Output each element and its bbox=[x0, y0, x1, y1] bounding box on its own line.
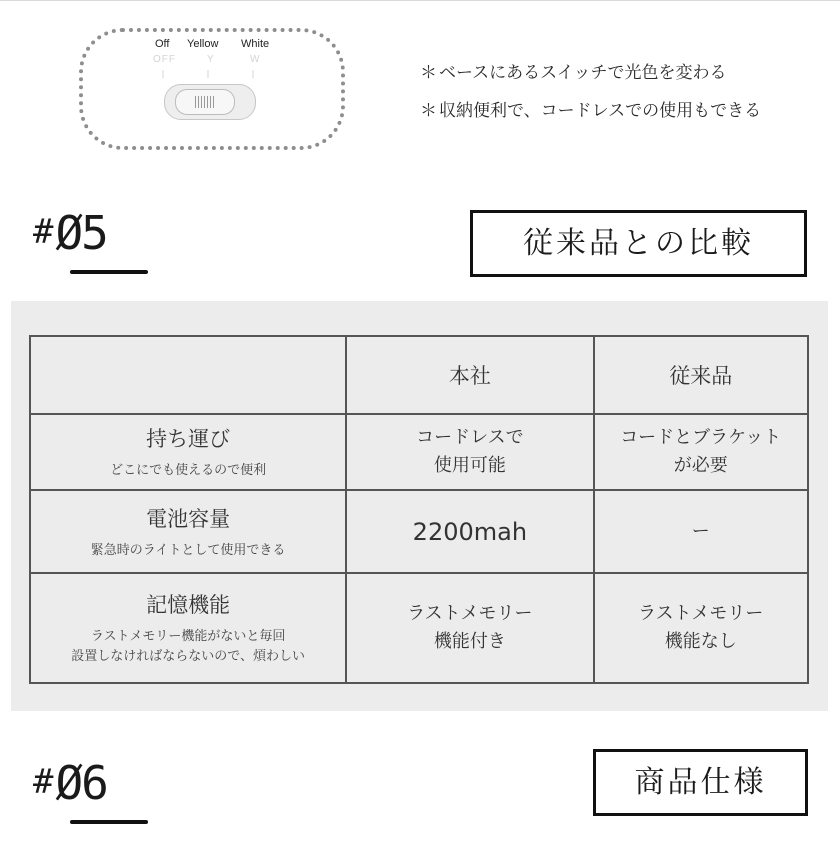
note-text: 収納便利で、コードレスでの使用もできる bbox=[439, 101, 762, 121]
slide-switch-knob bbox=[175, 89, 235, 115]
row-subtitle bbox=[31, 627, 345, 667]
row-subtitle: 緊急時のライトとして使用できる bbox=[90, 542, 286, 558]
hash-mark: # bbox=[33, 212, 52, 252]
section-number-underline bbox=[70, 270, 148, 274]
header-cell-ours: 本社 bbox=[346, 336, 593, 414]
comparison-table bbox=[29, 335, 809, 684]
header-cell-empty bbox=[30, 336, 346, 414]
table-row bbox=[30, 573, 808, 683]
cell-line: 使用可能 bbox=[433, 455, 506, 476]
ours-cell bbox=[346, 414, 593, 490]
feature-notes bbox=[420, 58, 761, 134]
slide-switch-track bbox=[164, 84, 256, 120]
switch-ghost-off: OFF bbox=[153, 54, 176, 65]
section-title-specs: 商品仕様 bbox=[593, 749, 808, 816]
row-subtitle-line: ラストメモリー機能がないと毎回 bbox=[90, 629, 286, 644]
grip-lines-icon bbox=[195, 96, 215, 108]
note-item bbox=[420, 58, 761, 96]
cell-line: ラストメモリー bbox=[638, 603, 764, 624]
cell-line: ー bbox=[691, 520, 710, 542]
ours-cell bbox=[346, 490, 593, 573]
cell-line: 機能なし bbox=[664, 631, 737, 652]
row-title: 持ち運び bbox=[146, 427, 231, 451]
row-label-cell bbox=[30, 490, 346, 573]
cell-line: コードレスで bbox=[416, 427, 524, 448]
conventional-cell bbox=[594, 573, 809, 683]
switch-label-off: Off bbox=[155, 38, 170, 50]
row-subtitle: どこにでも使えるので便利 bbox=[110, 463, 267, 478]
row-title: 電池容量 bbox=[146, 506, 231, 531]
switch-ghost-w: W bbox=[250, 54, 261, 65]
row-label-cell bbox=[30, 573, 346, 683]
note-item bbox=[420, 96, 761, 134]
table-header-row bbox=[30, 336, 808, 414]
cell-line: コードとブラケット bbox=[620, 427, 782, 448]
cell-line: が必要 bbox=[673, 455, 728, 476]
cell-line: ラストメモリー bbox=[407, 603, 533, 624]
switch-labels bbox=[83, 38, 341, 54]
row-title: 記憶機能 bbox=[146, 593, 231, 617]
asterisk-bullet: ＊ bbox=[420, 101, 437, 121]
switch-illustration bbox=[79, 28, 345, 150]
section-title-comparison: 従来品との比較 bbox=[470, 210, 807, 277]
ours-cell bbox=[346, 573, 593, 683]
switch-label-white: White bbox=[241, 38, 270, 50]
section-number-05 bbox=[33, 206, 107, 260]
note-text: ベースにあるスイッチで光色を変わる bbox=[439, 63, 727, 83]
table-row bbox=[30, 414, 808, 490]
switch-ghost-y: Y bbox=[207, 54, 215, 65]
cell-line: 機能付き bbox=[433, 631, 506, 652]
table-row bbox=[30, 490, 808, 573]
header-cell-conventional: 従来品 bbox=[594, 336, 809, 414]
hash-mark: # bbox=[33, 762, 52, 802]
section-number-text: Ø6 bbox=[55, 756, 107, 810]
switch-ticks bbox=[155, 70, 261, 80]
switch-label-yellow: Yellow bbox=[187, 38, 219, 50]
top-divider bbox=[0, 0, 840, 1]
row-label-cell bbox=[30, 414, 346, 490]
battery-capacity-value: 2200mah bbox=[412, 517, 528, 546]
asterisk-bullet: ＊ bbox=[420, 63, 437, 83]
section-number-underline bbox=[70, 820, 148, 824]
section-number-06 bbox=[33, 756, 107, 810]
conventional-cell bbox=[594, 490, 809, 573]
section-number-text: Ø5 bbox=[55, 206, 107, 260]
conventional-cell bbox=[594, 414, 809, 490]
row-subtitle-line: 設置しなければならないので、煩わしい bbox=[71, 649, 305, 664]
